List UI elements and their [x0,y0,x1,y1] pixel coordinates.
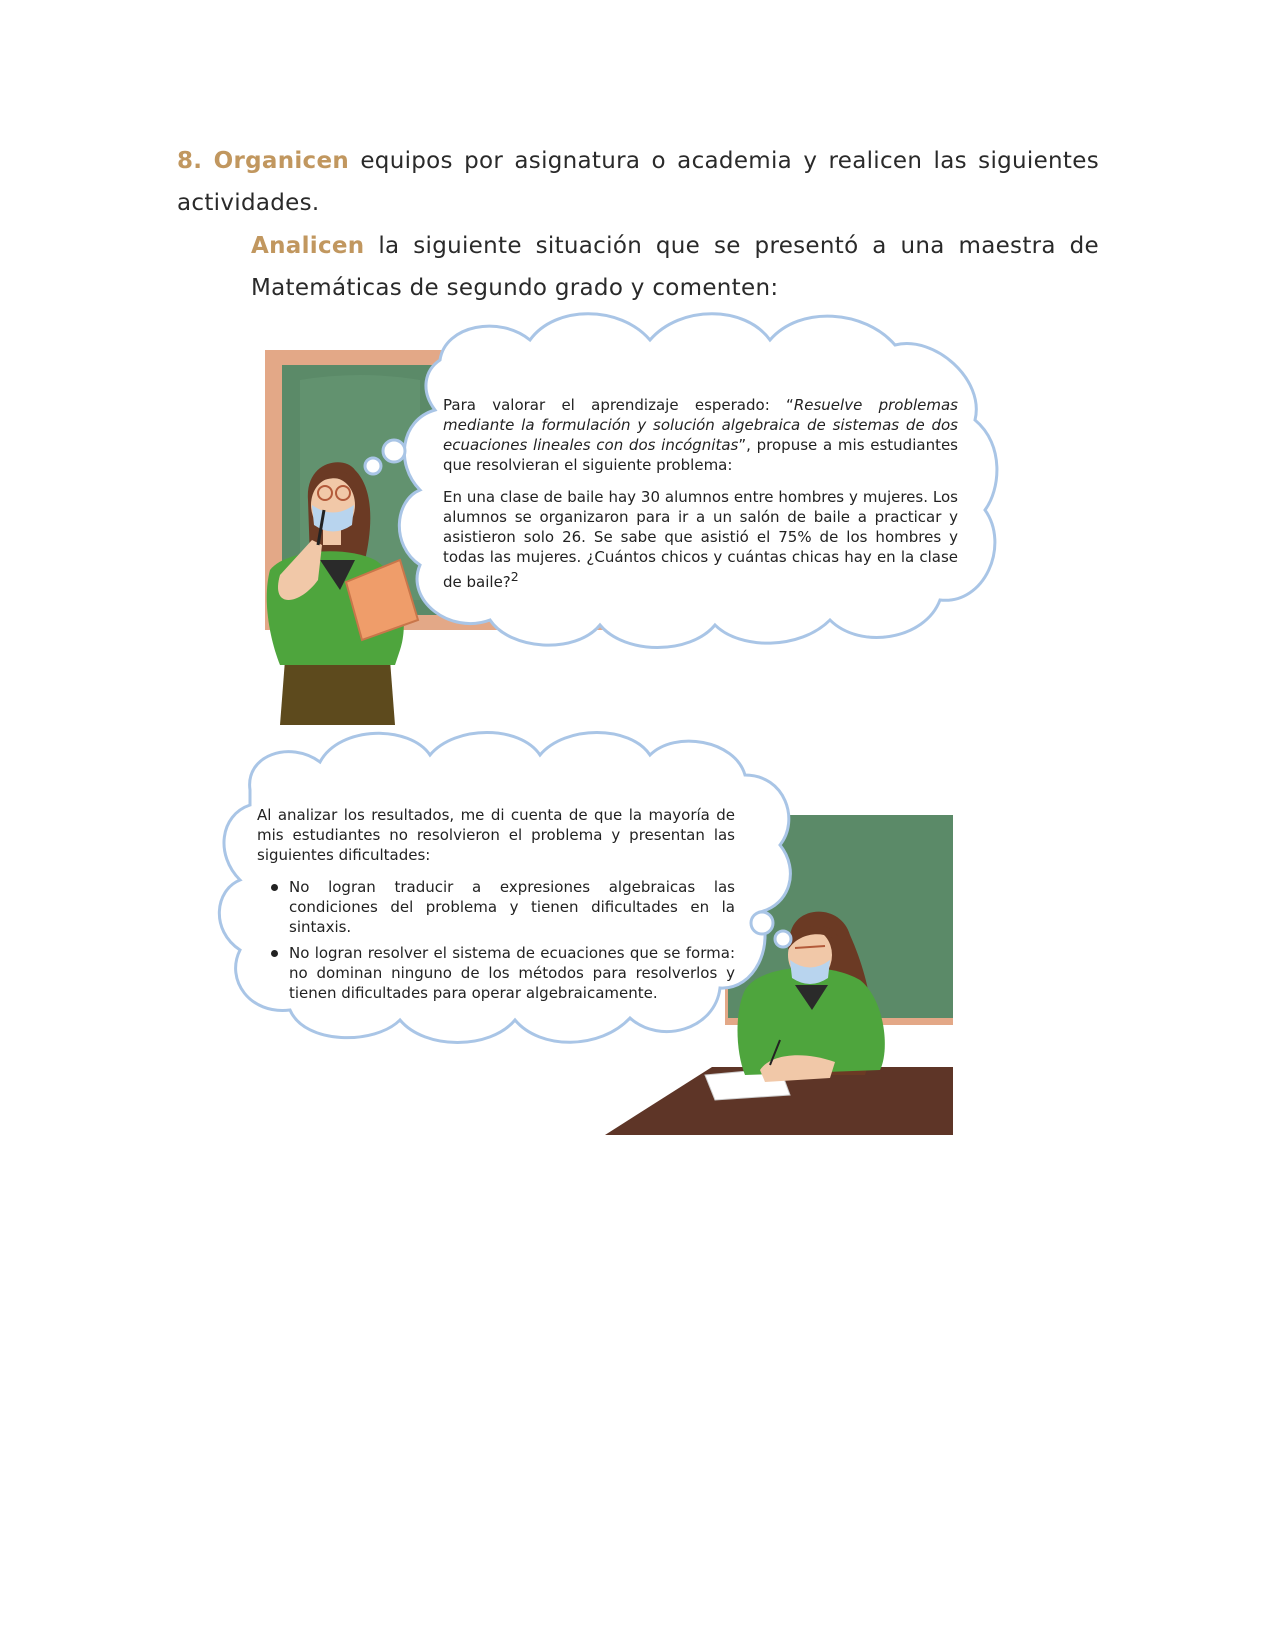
footnote-mark: 2 [510,569,519,584]
bubble-intro [443,395,958,475]
analysis-instruction [251,225,1099,309]
intro-lead: Para valorar el aprendizaje esperado: “ [443,396,794,414]
top-bubble-text [443,395,958,604]
activity-verb: Organicen [213,148,350,174]
list-item: No logran traducir a expresiones algebraicas las condiciones del problema y tienen dificultades en la sintaxis. [289,878,735,936]
problem-statement [443,487,958,592]
analysis-verb: Analicen [251,233,365,259]
intro-tail: ”, propuse a mis estudiantes que resolvieran el siguiente problema: [443,436,958,474]
analysis-text: la siguiente situación que se presentó a una maestra de Matemáticas de segundo grado y comenten: [251,233,1099,301]
results-intro: Al analizar los resultados, me di cuenta de que la mayoría de mis estudiantes no resolvieron el problema y presentan las siguientes dificultades: [257,806,735,864]
list-item: No logran resolver el sistema de ecuaciones que se forma: no dominan ninguno de los métodos para resolverlos y tienen dificultades para operar algebraicamente. [289,944,735,1002]
activity-text: equipos por asignatura o academia y realicen las siguientes actividades. [177,148,1099,216]
activity-instruction [177,140,1099,224]
learning-goal-quote: Resuelve problemas mediante la formulación y solución algebraica de sistemas de dos ecuaciones lineales con dos incógnitas [443,396,958,454]
bottom-bubble-text [257,805,735,1009]
difficulties-list [257,877,735,1003]
problem-text: En una clase de baile hay 30 alumnos entre hombres y mujeres. Los alumnos se organizaron para ir a un salón de baile a practicar y asistieron solo 26. Se sabe que asistió el 75% de los hombres y todas las mujeres. ¿Cuántos chicos y cuántas chicas hay en la clase de baile? [443,488,958,591]
activity-number: 8. [177,148,203,174]
